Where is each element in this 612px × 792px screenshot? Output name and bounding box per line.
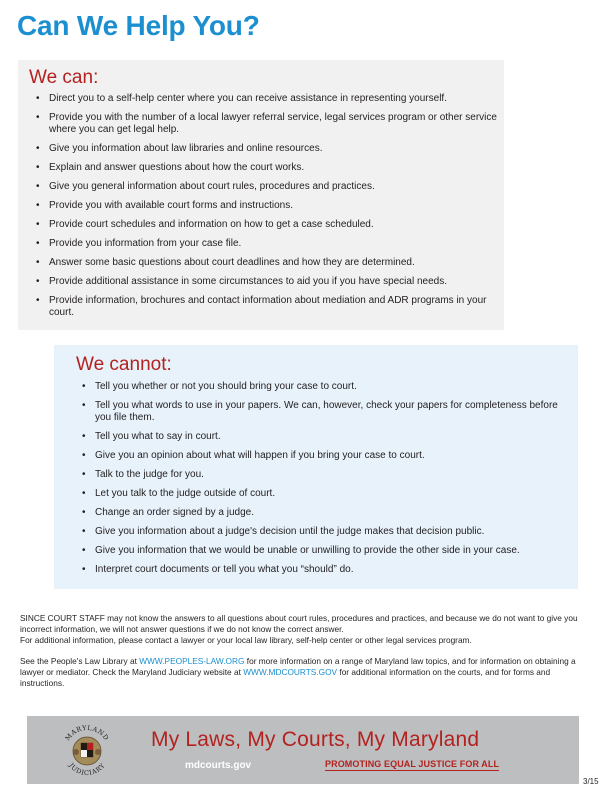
footer-banner xyxy=(27,716,579,784)
list-item: • Provide you with available court forms and instructions. xyxy=(36,200,500,212)
we-can-panel xyxy=(18,60,504,330)
page-number: 3/15 xyxy=(583,777,599,786)
list-item: • Tell you whether or not you should bring your case to court. xyxy=(82,381,572,393)
banner-website: mdcourts.gov xyxy=(185,760,252,771)
we-can-list xyxy=(36,93,500,326)
resources-text-post: for additional information on the courts, and for forms and instructions. xyxy=(20,667,551,688)
list-item: • Provide you information from your case file. xyxy=(36,238,500,250)
we-can-heading: We can: xyxy=(29,67,99,88)
staff-disclaimer-text: SINCE COURT STAFF may not know the answers to all questions about court rules, procedures and practices, and because we do not want to give you incorrect information, we will not answer questions if we do not know the correct answer. xyxy=(20,613,578,634)
we-cannot-list xyxy=(82,381,572,583)
seal-top-text: MARYLAND xyxy=(63,723,111,743)
list-item: • Provide additional assistance in some circumstances to aid you if you have special needs. xyxy=(36,276,500,288)
resources-text-mid: for more information on a range of Maryland law topics, and for information on obtaining a lawyer or mediator. Check the Maryland Judiciary website at xyxy=(20,656,576,677)
list-item: • Provide court schedules and information on how to get a case scheduled. xyxy=(36,219,500,231)
list-item: • Direct you to a self-help center where you can receive assistance in representing yourself. xyxy=(36,93,500,105)
peoples-law-link[interactable]: WWW.PEOPLES-LAW.ORG xyxy=(139,656,245,666)
list-item: • Let you talk to the judge outside of court. xyxy=(82,488,572,500)
maryland-judiciary-seal-icon xyxy=(57,720,117,780)
we-cannot-heading: We cannot: xyxy=(76,354,172,375)
resources-paragraph xyxy=(20,656,596,689)
list-item: • Tell you what words to use in your papers. We can, however, check your papers for completeness before you file them. xyxy=(82,400,572,424)
list-item: • Give you general information about court rules, procedures and practices. xyxy=(36,181,500,193)
banner-tagline: PROMOTING EQUAL JUSTICE FOR ALL xyxy=(325,759,500,769)
we-cannot-panel xyxy=(54,345,578,589)
list-item: • Change an order signed by a judge. xyxy=(82,507,572,519)
page-title: Can We Help You? xyxy=(17,10,260,41)
list-item: • Provide you with the number of a local lawyer referral service, legal services program or other service where you can get legal help. xyxy=(36,112,500,136)
list-item: • Give you information about law libraries and online resources. xyxy=(36,143,500,155)
additional-info-text: For additional information, please contact a lawyer or your local law library, self-help center or other legal services program. xyxy=(20,635,472,645)
banner-slogan: My Laws, My Courts, My Maryland xyxy=(151,728,480,751)
list-item: • Tell you what to say in court. xyxy=(82,431,572,443)
list-item: • Answer some basic questions about court deadlines and how they are determined. xyxy=(36,257,500,269)
list-item: • Interpret court documents or tell you what you “should” do. xyxy=(82,564,572,576)
list-item: • Provide information, brochures and contact information about mediation and ADR programs in your court. xyxy=(36,295,500,319)
list-item: • Give you an opinion about what will happen if you bring your case to court. xyxy=(82,450,572,462)
list-item: • Give you information about a judge's decision until the judge makes that decision public. xyxy=(82,526,572,538)
list-item: • Give you information that we would be unable or unwilling to provide the other side in your case. xyxy=(82,545,572,557)
staff-disclaimer xyxy=(20,613,596,646)
resources-text-pre: See the People's Law Library at xyxy=(20,656,140,666)
mdcourts-link[interactable]: WWW.MDCOURTS.GOV xyxy=(243,667,338,677)
seal-bottom-text: JUDICIARY xyxy=(67,761,107,778)
list-item: • Explain and answer questions about how the court works. xyxy=(36,162,500,174)
list-item: • Talk to the judge for you. xyxy=(82,469,572,481)
